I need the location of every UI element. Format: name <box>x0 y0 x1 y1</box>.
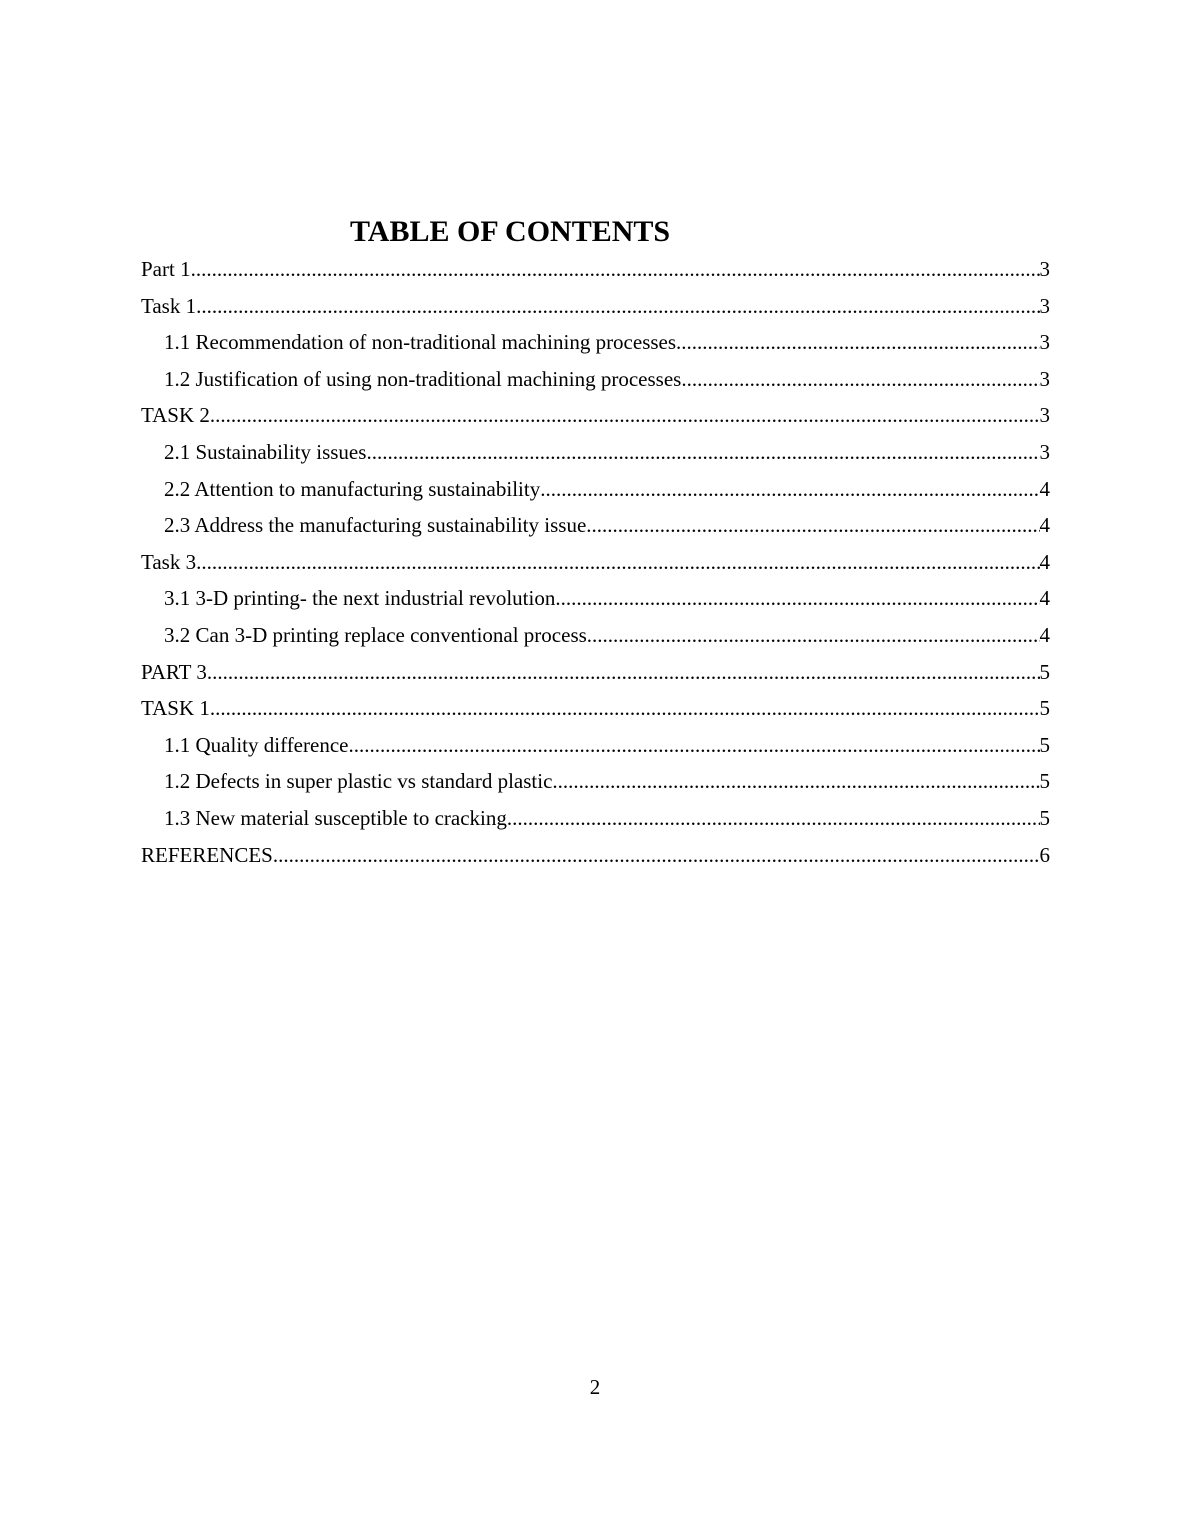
toc-dot-leader <box>507 800 1040 837</box>
toc-entry-page: 3 <box>1039 293 1050 318</box>
toc-entry-label: Task 3 <box>141 549 197 574</box>
toc-entry-page: 4 <box>1039 549 1050 574</box>
toc-entry-2-1[interactable] <box>141 434 1050 471</box>
toc-entry-page: 4 <box>1039 476 1050 501</box>
toc-dot-leader <box>348 727 1039 764</box>
toc-dot-leader <box>586 507 1039 544</box>
toc-entry-task-1[interactable] <box>141 288 1050 325</box>
toc-entry-task-3[interactable] <box>141 544 1050 581</box>
toc-entry-page: 3 <box>1039 439 1050 464</box>
toc-entry-label: 1.3 New material susceptible to cracking <box>164 805 507 830</box>
toc-entry-label: 2.2 Attention to manufacturing sustainability <box>164 476 541 501</box>
toc-entry-page: 3 <box>1039 257 1050 281</box>
toc-title: TABLE OF CONTENTS <box>350 215 671 248</box>
toc-entry-1-1[interactable] <box>141 324 1050 361</box>
toc-entry-label: 2.1 Sustainability issues <box>164 439 367 464</box>
toc-entry-task-2[interactable] <box>141 397 1050 434</box>
toc-entry-page: 5 <box>1039 696 1050 721</box>
toc-entry-part-3[interactable] <box>141 654 1050 691</box>
toc-entry-part-3-task-1[interactable] <box>141 690 1050 727</box>
toc-entry-label: 3.2 Can 3-D printing replace conventional process <box>164 622 587 647</box>
toc-dot-leader <box>196 544 1039 581</box>
toc-dot-leader <box>555 580 1039 617</box>
toc-dot-leader <box>366 434 1039 471</box>
toc-entry-label: TASK 2 <box>141 403 210 428</box>
toc-entry-page: 5 <box>1039 769 1050 794</box>
toc-entry-page: 4 <box>1039 622 1050 647</box>
toc-dot-leader <box>273 837 1040 874</box>
toc-dot-leader <box>681 361 1039 398</box>
toc-entry-label: PART 3 <box>141 659 207 684</box>
toc-entry-3-2[interactable] <box>141 617 1050 654</box>
toc-entry-label: Part 1 <box>141 257 191 281</box>
toc-entry-page: 6 <box>1039 842 1050 867</box>
toc-entry-page: 5 <box>1039 732 1050 757</box>
toc-entry-2-3[interactable] <box>141 507 1050 544</box>
toc-entry-page: 3 <box>1039 366 1050 391</box>
toc-entry-2-2[interactable] <box>141 471 1050 508</box>
toc-entry-references[interactable] <box>141 837 1050 874</box>
toc-dot-leader <box>196 288 1039 325</box>
toc-entry-p3-1-2[interactable] <box>141 763 1050 800</box>
toc-dot-leader <box>552 763 1039 800</box>
toc-dot-leader <box>676 324 1039 361</box>
toc-entry-page: 4 <box>1039 513 1050 538</box>
toc-entry-label: 1.2 Justification of using non-traditional machining processes <box>164 366 682 391</box>
toc-entry-page: 5 <box>1039 805 1050 830</box>
toc-entry-p3-1-3[interactable] <box>141 800 1050 837</box>
toc-dot-leader <box>587 617 1040 654</box>
toc-entry-label: TASK 1 <box>141 696 210 721</box>
toc-entry-1-2[interactable] <box>141 361 1050 398</box>
toc-entry-page: 4 <box>1039 586 1050 611</box>
toc-entry-label: 3.1 3-D printing- the next industrial revolution <box>164 586 556 611</box>
toc-entry-page: 3 <box>1039 403 1050 428</box>
toc-entry-label: 1.1 Recommendation of non-traditional machining processes <box>164 330 677 355</box>
toc-entry-label: 1.1 Quality difference <box>164 732 349 757</box>
toc-dot-leader <box>191 251 1040 288</box>
toc-entry-label: 1.2 Defects in super plastic vs standard plastic <box>164 769 553 794</box>
toc-entry-3-1[interactable] <box>141 580 1050 617</box>
toc-entry-part-1[interactable] <box>141 251 1050 288</box>
toc-entry-page: 5 <box>1039 659 1050 684</box>
toc-dot-leader <box>207 654 1040 691</box>
toc-list <box>141 251 1050 873</box>
toc-entry-label: Task 1 <box>141 293 197 318</box>
page-number: 2 <box>589 1375 601 1399</box>
toc-entry-p3-1-1[interactable] <box>141 727 1050 764</box>
toc-entry-page: 3 <box>1039 330 1050 355</box>
toc-dot-leader <box>210 397 1040 434</box>
toc-dot-leader <box>210 690 1040 727</box>
toc-dot-leader <box>540 471 1039 508</box>
toc-entry-label: REFERENCES <box>141 842 273 867</box>
toc-entry-label: 2.3 Address the manufacturing sustainability issue <box>164 513 587 538</box>
